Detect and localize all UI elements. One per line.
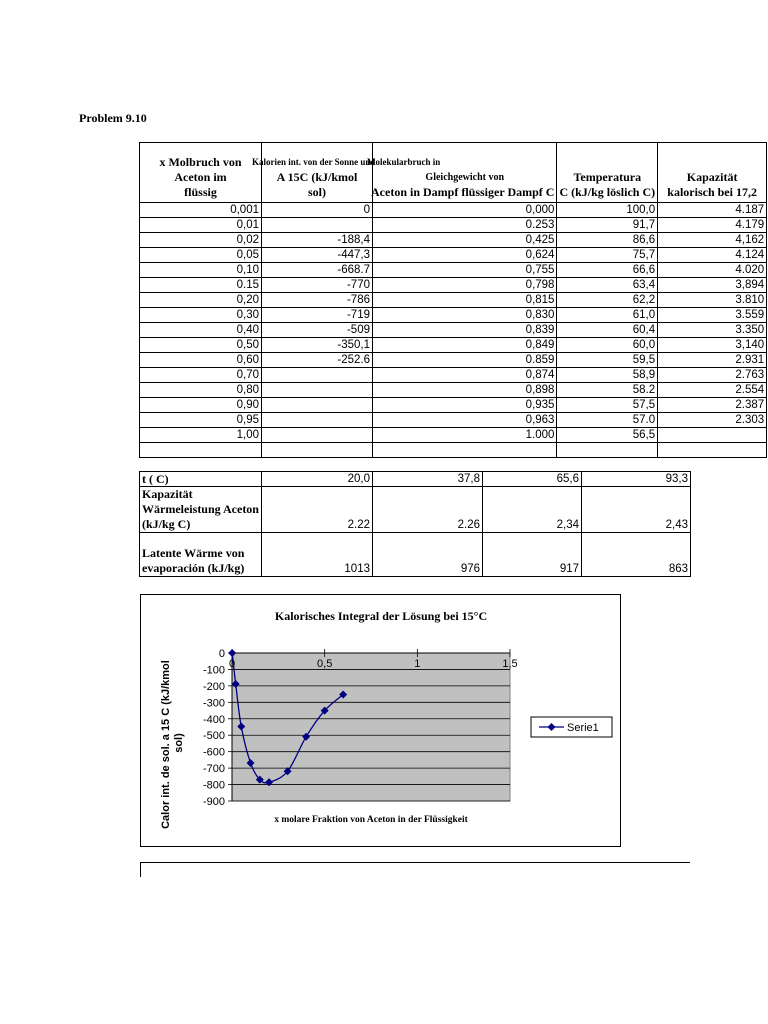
- table-cell: 0,30: [140, 308, 262, 323]
- table-cell: 20,0: [262, 472, 373, 487]
- table-cell: 93,3: [582, 472, 691, 487]
- table-row: [140, 428, 767, 443]
- table-row: [140, 293, 767, 308]
- table-cell: 58,9: [557, 368, 658, 383]
- y-tick-label: -600: [202, 746, 225, 759]
- header-small-text: Molekularbruch in: [367, 157, 441, 167]
- header-cell: [658, 143, 767, 203]
- y-tick-label: -200: [202, 680, 225, 693]
- table-cell: 0,874: [373, 368, 557, 383]
- table-cell: 0.15: [140, 278, 262, 293]
- table-row: [140, 353, 767, 368]
- table-cell: 59,5: [557, 353, 658, 368]
- header-cell: [140, 143, 262, 203]
- table-cell: 0,05: [140, 248, 262, 263]
- table-cell: 0,70: [140, 368, 262, 383]
- table-cell: 3,894: [658, 278, 767, 293]
- properties-table: [139, 471, 691, 577]
- table-cell: 66,6: [557, 263, 658, 278]
- table-cell: [262, 368, 373, 383]
- table-cell: 0,815: [373, 293, 557, 308]
- chart-legend: [531, 717, 612, 737]
- plot-area: [203, 648, 518, 808]
- table-cell: 61,0: [557, 308, 658, 323]
- header-small-text: Kalorien int. von der Sonne und: [252, 157, 376, 167]
- table-cell: 2.554: [658, 383, 767, 398]
- plot-background: [232, 653, 510, 801]
- table-cell: -509: [262, 323, 373, 338]
- table-cell: 60,4: [557, 323, 658, 338]
- table-cell: 65,6: [483, 472, 582, 487]
- table-row: [140, 248, 767, 263]
- x-tick-label: 0: [228, 658, 236, 670]
- table-cell: -252.6: [262, 353, 373, 368]
- y-tick-label: 0: [218, 648, 225, 660]
- table-cell: 91,7: [557, 218, 658, 233]
- table-cell: 2.931: [658, 353, 767, 368]
- table-cell: 0,830: [373, 308, 557, 323]
- table-cell: 62,2: [557, 293, 658, 308]
- table-cell: 0,60: [140, 353, 262, 368]
- x-tick-label: 1: [414, 658, 421, 670]
- table-cell: -786: [262, 293, 373, 308]
- table-cell: 976: [373, 533, 483, 577]
- table-cell: 3.810: [658, 293, 767, 308]
- table-cell: 0,898: [373, 383, 557, 398]
- table-cell: 2.22: [262, 487, 373, 533]
- table-cell: 4.124: [658, 248, 767, 263]
- y-tick-label: -100: [202, 664, 225, 677]
- legend-label: Serie1: [567, 722, 599, 734]
- table-row: [140, 338, 767, 353]
- table-cell: 0,20: [140, 293, 262, 308]
- chart-title: Kalorisches Integral der Lösung bei 15°C: [274, 609, 488, 623]
- table-cell: 1.000: [373, 428, 557, 443]
- table-cell: 86,6: [557, 233, 658, 248]
- chart-x-axis-label: x molare Fraktion von Aceton in der Flüssigkeit: [274, 815, 468, 825]
- table-cell: 0.859: [373, 353, 557, 368]
- table-row: [140, 383, 767, 398]
- chart-svg: [141, 595, 620, 846]
- table-cell: 0,798: [373, 278, 557, 293]
- table-cell: 0,001: [140, 203, 262, 218]
- table-cell: 2.26: [373, 487, 483, 533]
- header-line: Aceton in Dampf flüssiger Dampf C: [371, 185, 555, 199]
- table-cell: -668.7: [262, 263, 373, 278]
- row-label: Latente Wärme von evaporación (kJ/kg): [140, 533, 262, 577]
- table-cell: 2.303: [658, 413, 767, 428]
- row-label: Kapazität Wärmeleistung Aceton (kJ/kg C): [140, 487, 262, 533]
- table-cell: 0,755: [373, 263, 557, 278]
- table-cell: 1013: [262, 533, 373, 577]
- table-cell: 0.253: [373, 218, 557, 233]
- table-row-empty: [140, 443, 767, 458]
- table-cell: [262, 218, 373, 233]
- header-cell: [367, 143, 557, 203]
- table-cell: 0,10: [140, 263, 262, 278]
- table-cell: 4.179: [658, 218, 767, 233]
- table-cell: 37,8: [373, 472, 483, 487]
- table-cell: 0,963: [373, 413, 557, 428]
- y-axis-label-line: Calor int. de sol. a 15 C (kJ/kmol: [160, 660, 172, 829]
- y-tick-label: -400: [202, 713, 225, 726]
- table-cell: 3.559: [658, 308, 767, 323]
- table-cell: [658, 428, 767, 443]
- table-cell: 4.020: [658, 263, 767, 278]
- table-row: [140, 308, 767, 323]
- table-cell: 0,849: [373, 338, 557, 353]
- table-cell: -188,4: [262, 233, 373, 248]
- table-cell: 75,7: [557, 248, 658, 263]
- table-cell: [140, 443, 262, 458]
- y-tick-label: -800: [202, 779, 225, 792]
- header-line: Gleichgewicht von: [425, 172, 505, 183]
- table-cell: 4.187: [658, 203, 767, 218]
- header-line: x Molbruch von: [159, 155, 242, 169]
- table-cell: 0,624: [373, 248, 557, 263]
- table-cell: 0,425: [373, 233, 557, 248]
- header-line: C (kJ/kg löslich C): [559, 185, 656, 199]
- table-row: [140, 218, 767, 233]
- chart-y-axis-label: [160, 657, 185, 829]
- table-cell: 0,01: [140, 218, 262, 233]
- divider-line: [140, 862, 690, 863]
- table-cell: 63,4: [557, 278, 658, 293]
- table-cell: 2,34: [483, 487, 582, 533]
- table-cell: 0,02: [140, 233, 262, 248]
- x-tick-label: 0,5: [317, 658, 333, 670]
- chart: [140, 594, 621, 847]
- table-cell: 0,95: [140, 413, 262, 428]
- table-row: [140, 278, 767, 293]
- header-line: Temperatura: [573, 170, 642, 184]
- table-cell: 0,90: [140, 398, 262, 413]
- table-row: [140, 413, 767, 428]
- table-cell: [262, 398, 373, 413]
- table-cell: 0,000: [373, 203, 557, 218]
- header-line: Kapazität: [686, 170, 738, 184]
- table-cell: 863: [582, 533, 691, 577]
- table-cell: 57,5: [557, 398, 658, 413]
- table-row: [140, 233, 767, 248]
- table-cell: 0,935: [373, 398, 557, 413]
- table-cell: 0,80: [140, 383, 262, 398]
- table-row: [140, 203, 767, 218]
- table-cell: [658, 443, 767, 458]
- table-cell: 57.0: [557, 413, 658, 428]
- table-cell: 56,5: [557, 428, 658, 443]
- table-row: [140, 263, 767, 278]
- header-line: flüssig: [184, 185, 217, 199]
- y-tick-label: -700: [202, 763, 225, 776]
- table-cell: [262, 413, 373, 428]
- table-cell: [262, 383, 373, 398]
- table-cell: 2.763: [658, 368, 767, 383]
- y-tick-label: -300: [202, 697, 225, 710]
- header-line: Aceton im: [174, 170, 227, 184]
- y-axis-label-line: sol): [173, 733, 185, 753]
- header-cell: [557, 143, 658, 203]
- table-cell: 3,140: [658, 338, 767, 353]
- table-cell: 0: [262, 203, 373, 218]
- page-title: Problem 9.10: [79, 111, 147, 125]
- table-cell: [262, 428, 373, 443]
- table-cell: -770: [262, 278, 373, 293]
- table-cell: 0,40: [140, 323, 262, 338]
- table-cell: 3.350: [658, 323, 767, 338]
- table-row: [140, 398, 767, 413]
- table-cell: 58.2: [557, 383, 658, 398]
- header-cell: [252, 143, 376, 203]
- table-cell: [557, 443, 658, 458]
- table-cell: 917: [483, 533, 582, 577]
- table-row: [140, 323, 767, 338]
- table-cell: 0,839: [373, 323, 557, 338]
- table-cell: 2,43: [582, 487, 691, 533]
- header-line: sol): [308, 185, 326, 199]
- y-tick-label: -500: [202, 730, 225, 743]
- data-table: [139, 142, 767, 458]
- table-cell: 4,162: [658, 233, 767, 248]
- table-cell: 60,0: [557, 338, 658, 353]
- table-cell: [262, 443, 373, 458]
- row-label: t ( C): [140, 472, 262, 487]
- table-cell: -447,3: [262, 248, 373, 263]
- table-cell: 100,0: [557, 203, 658, 218]
- table-cell: 1,00: [140, 428, 262, 443]
- divider-line: [140, 862, 141, 877]
- table-cell: 2.387: [658, 398, 767, 413]
- table-cell: 0,50: [140, 338, 262, 353]
- y-tick-label: -900: [202, 796, 225, 808]
- table-row: [140, 368, 767, 383]
- table-cell: [373, 443, 557, 458]
- x-tick-label: 1,5: [502, 658, 518, 670]
- table-cell: -719: [262, 308, 373, 323]
- header-line: kalorisch bei 17,2: [667, 185, 757, 199]
- table-cell: -350,1: [262, 338, 373, 353]
- header-line: A 15C (kJ/kmol: [276, 170, 358, 184]
